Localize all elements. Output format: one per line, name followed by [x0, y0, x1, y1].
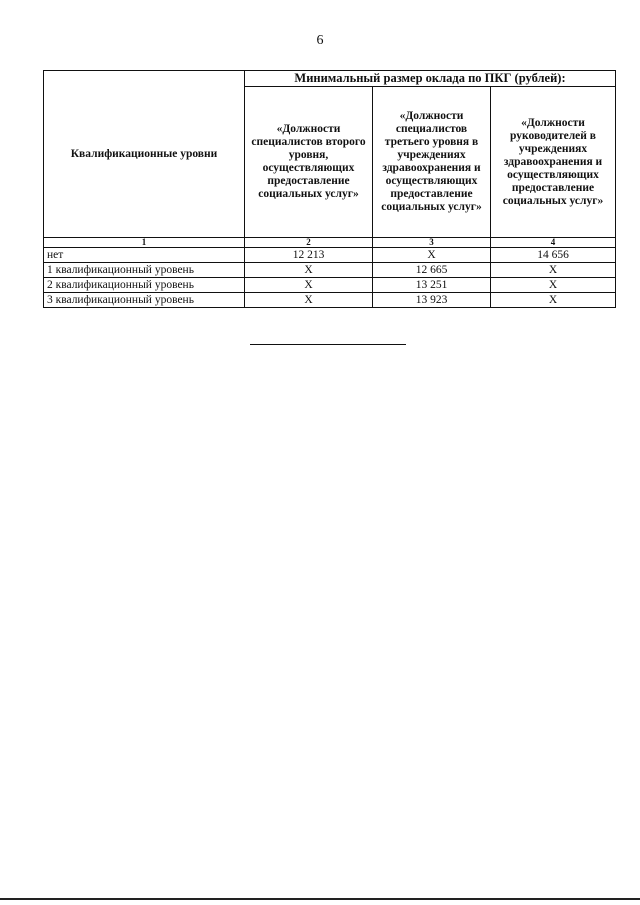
table-row	[44, 263, 616, 278]
salary-table	[43, 70, 616, 308]
row-level: 1 квалификационный уровень	[44, 263, 245, 278]
cell-value: 12 665	[373, 263, 491, 278]
column-number-row	[44, 238, 616, 248]
cell-value: X	[245, 263, 373, 278]
column-number: 3	[373, 238, 491, 248]
cell-value: X	[373, 248, 491, 263]
cell-value: X	[491, 278, 616, 293]
row-level: 3 квалификационный уровень	[44, 293, 245, 308]
header-col-managers: «Должности руководителей в учреждениях здравоохранения и осуществляющих предоставление социальных услуг»	[491, 87, 616, 238]
row-level: нет	[44, 248, 245, 263]
page-bottom-edge	[0, 898, 640, 900]
end-divider	[250, 344, 406, 345]
cell-value: X	[491, 263, 616, 278]
cell-value: 13 251	[373, 278, 491, 293]
column-number: 1	[44, 238, 245, 248]
row-level: 2 квалификационный уровень	[44, 278, 245, 293]
table-row	[44, 248, 616, 263]
cell-value: 12 213	[245, 248, 373, 263]
header-col-specialists-level3: «Должности специалистов третьего уровня в учреждениях здравоохранения и осуществляющих предоставление социальных услуг»	[373, 87, 491, 238]
header-min-salary: Минимальный размер оклада по ПКГ (рублей):	[245, 71, 616, 87]
table-row	[44, 278, 616, 293]
cell-value: 14 656	[491, 248, 616, 263]
header-qualification-levels: Квалификационные уровни	[44, 71, 245, 238]
page-number: 6	[316, 33, 324, 48]
cell-value: 13 923	[373, 293, 491, 308]
column-number: 4	[491, 238, 616, 248]
cell-value: X	[245, 293, 373, 308]
table-row	[44, 293, 616, 308]
column-number: 2	[245, 238, 373, 248]
cell-value: X	[491, 293, 616, 308]
header-col-specialists-level2: «Должности специалистов второго уровня, осуществляющих предоставление социальных услуг»	[245, 87, 373, 238]
cell-value: X	[245, 278, 373, 293]
